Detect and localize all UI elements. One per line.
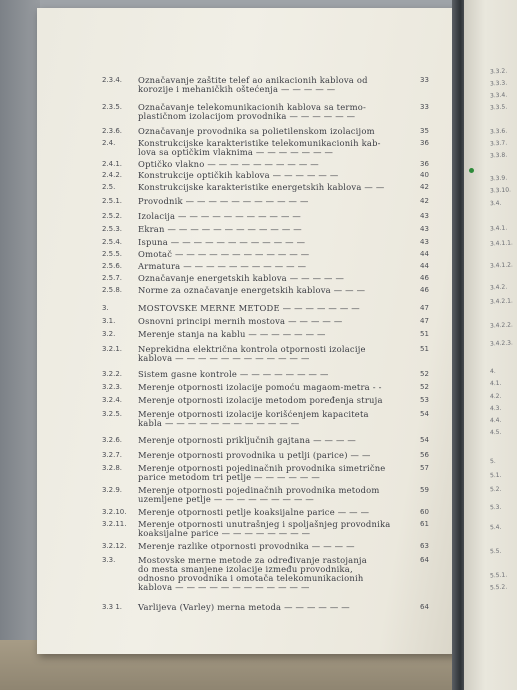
toc-entry: [0, 463, 432, 482]
facing-section-number: 5.1.: [489, 471, 502, 480]
section-number: 3.2.11.: [102, 520, 127, 528]
section-number: 2.4.1.: [102, 160, 123, 168]
page-number: 44: [420, 262, 429, 270]
section-title: Izolacija — — — — — — — — — — —: [138, 211, 302, 221]
page-number: 46: [420, 286, 429, 294]
section-title: MOSTOVSKE MERNE METODE — — — — — — —: [138, 303, 360, 313]
section-title: Merenje otpornosti pojedinačnih provodnika metodom uzemljene petlje — — — — — — — — —: [138, 485, 380, 504]
section-number: 3.2.12.: [102, 542, 127, 550]
section-number: 3.2.2.: [102, 370, 123, 378]
section-title: Označavanje provodnika sa polietilenskom izolacijom: [138, 126, 375, 136]
page-number: 61: [420, 520, 429, 528]
facing-section-number: 4.1.: [489, 379, 502, 388]
section-number: 2.5.8.: [102, 286, 123, 294]
page-number: 43: [420, 225, 429, 233]
section-title: Merenje otpornosti izolacije pomoću magaom-metra - -: [138, 382, 382, 392]
section-number: 2.3.4.: [102, 76, 123, 84]
section-number: 2.5.4.: [102, 238, 123, 246]
toc-entry: [0, 183, 432, 196]
facing-section-number: 5.5.2.: [489, 583, 508, 592]
page-number: 33: [420, 76, 429, 84]
section-number: 3.2.8.: [102, 464, 123, 472]
facing-section-number: 3.4.2.3.: [489, 339, 514, 348]
toc-entry: [0, 197, 432, 210]
toc-entry: [0, 102, 432, 121]
page-number: 51: [420, 345, 429, 353]
section-number: 3.: [102, 304, 109, 312]
section-number: 2.5.: [102, 183, 116, 191]
section-title: Označavanje energetskih kablova — — — — —: [138, 273, 345, 283]
section-title: Konstrukcijske karakteristike energetskih kablova — —: [138, 182, 385, 192]
facing-section-number: 4.2.: [489, 392, 502, 401]
toc-entry: [0, 542, 432, 555]
toc-entry: [0, 396, 432, 409]
toc-entry: [0, 75, 432, 94]
section-title: Merenje stanja na kablu — — — — — — —: [138, 329, 326, 339]
section-title: Merenje otpornosti izolacije metodom poređenja struja: [138, 395, 383, 405]
toc-entry: [0, 519, 432, 538]
section-title: Konstrukcijske karakteristike telekomunikacionih kab- lova sa optičkim vlaknima — — — — — — —: [138, 138, 381, 157]
page-number: 52: [420, 370, 429, 378]
facing-section-number: 3.3.5.: [489, 103, 508, 112]
section-number: 3.2.7.: [102, 451, 123, 459]
toc-entry: [0, 603, 432, 616]
green-dot-mark: [469, 168, 474, 173]
page-number: 42: [420, 183, 429, 191]
facing-section-number: 4.4.: [489, 416, 502, 425]
toc-entry: [0, 286, 432, 299]
facing-section-number: 3.3.10.: [489, 186, 512, 195]
section-title: Mostovske merne metode za određivanje rastojanja do mesta smanjene izolacije između provodnika, odnosno provodnika i omotača telekomunikacionih kablova — — — — — — — — — — — —: [138, 555, 367, 592]
section-title: Označavanje telekomunikacionih kablova sa termo- plastičnom izolacijom provodnika — — — — — —: [138, 102, 367, 121]
page-number: 51: [420, 330, 429, 338]
page-number: 43: [420, 238, 429, 246]
facing-section-number: 4.: [489, 367, 496, 376]
section-number: 3.2.5.: [102, 410, 123, 418]
section-number: 2.5.3.: [102, 225, 123, 233]
facing-section-number: 4.3.: [489, 404, 502, 413]
page-number: 43: [420, 212, 429, 220]
facing-section-number: 5.3.: [489, 503, 502, 512]
section-number: 2.3.5.: [102, 103, 123, 111]
toc-entry: [0, 344, 432, 363]
page-number: 35: [420, 127, 429, 135]
section-title: Konstrukcije optičkih kablova — — — — — —: [138, 170, 339, 180]
page-number: 54: [420, 410, 429, 418]
page-number: 60: [420, 508, 429, 516]
page-number: 33: [420, 103, 429, 111]
page-number: 64: [420, 603, 429, 611]
page-number: 44: [420, 250, 429, 258]
section-number: 2.4.: [102, 139, 116, 147]
page-number: 57: [420, 464, 429, 472]
facing-section-number: 3.3.2.: [489, 67, 508, 76]
section-title: Armatura — — — — — — — — — — —: [138, 261, 307, 271]
facing-section-number: 3.4.1.2.: [489, 261, 514, 270]
toc-entry: [0, 436, 432, 449]
toc-entry: [0, 330, 432, 343]
page-number: 47: [420, 317, 429, 325]
section-title: Varlijeva (Varley) merna metoda — — — — — —: [138, 602, 350, 612]
facing-section-number: 5.: [489, 457, 496, 466]
facing-section-number: 4.5.: [489, 428, 502, 437]
section-title: Omotač — — — — — — — — — — — —: [138, 249, 310, 259]
section-number: 3.2.: [102, 330, 116, 338]
section-title: Sistem gasne kontrole — — — — — — — —: [138, 369, 329, 379]
facing-section-number: 5.4.: [489, 523, 502, 532]
section-number: 2.5.5.: [102, 250, 123, 258]
facing-section-number: 3.4.: [489, 199, 502, 208]
section-title: Merenje otpornosti pojedinačnih provodnika simetrične parice metodom tri petlje — — — — — —: [138, 463, 386, 482]
toc-entry: [0, 409, 432, 428]
section-number: 2.5.6.: [102, 262, 123, 270]
toc-entry: [0, 485, 432, 504]
facing-section-number: 3.4.1.: [489, 224, 508, 233]
section-number: 3.3 1.: [102, 603, 123, 611]
section-title: Merenje otpornosti izolacije korišćenjem kapaciteta kabla — — — — — — — — — — — —: [138, 409, 369, 428]
toc-entry: [0, 138, 432, 157]
section-number: 2.5.1.: [102, 197, 123, 205]
facing-section-number: 5.5.1.: [489, 571, 508, 580]
page-number: 64: [420, 556, 429, 564]
page-number: 46: [420, 274, 429, 282]
section-title: Merenje razlike otpornosti provodnika — — — —: [138, 541, 355, 551]
page-number: 54: [420, 436, 429, 444]
section-title: Merenje otpornosti petlje koaksijalne parice — — —: [138, 507, 370, 517]
page-number: 53: [420, 396, 429, 404]
page-number: 36: [420, 160, 429, 168]
page-number: 63: [420, 542, 429, 550]
section-number: 2.5.7.: [102, 274, 123, 282]
facing-section-number: 3.3.4.: [489, 91, 508, 100]
section-title: Norme za označavanje energetskih kablova — — —: [138, 285, 366, 295]
section-title: Merenje otpornosti unutrašnjeg i spoljašnjeg provodnika koaksijalne parice — — — — — — — —: [138, 519, 391, 538]
section-title: Merenje otpornosti priključnih gajtana — — — —: [138, 435, 357, 445]
facing-section-number: 3.3.3.: [489, 79, 508, 88]
page-number: 36: [420, 139, 429, 147]
section-title: Merenje otpornosti provodnika u petlji (parice) — —: [138, 450, 371, 460]
section-number: 3.2.10.: [102, 508, 127, 516]
facing-section-number: 3.4.2.1.: [489, 297, 514, 306]
page-number: 52: [420, 383, 429, 391]
facing-section-number: 3.4.2.2.: [489, 321, 514, 330]
section-number: 3.2.3.: [102, 383, 123, 391]
section-title: Ekran — — — — — — — — — — — —: [138, 224, 302, 234]
page-number: 59: [420, 486, 429, 494]
facing-section-number: 3.3.8.: [489, 151, 508, 160]
section-number: 3.3.: [102, 556, 116, 564]
facing-section-number: 3.3.7.: [489, 139, 508, 148]
facing-section-number: 5.5.: [489, 547, 502, 556]
section-number: 3.2.1.: [102, 345, 123, 353]
section-title: Označavanje zaštite telef ao anikacionih kablova od korozije i mehaničkih oštećenja — — — — —: [138, 75, 368, 94]
section-number: 3.2.9.: [102, 486, 123, 494]
section-title: Osnovni principi mernih mostova — — — — —: [138, 316, 343, 326]
toc-entry: [0, 555, 432, 592]
page-number: 42: [420, 197, 429, 205]
section-title: Neprekidna električna kontrola otpornosti izolacije kablova — — — — — — — — — — — —: [138, 344, 366, 363]
facing-section-number: 3.4.2.: [489, 283, 508, 292]
section-number: 2.4.2.: [102, 171, 123, 179]
section-title: Provodnik — — — — — — — — — — —: [138, 196, 309, 206]
page-number: 47: [420, 304, 429, 312]
section-title: Optičko vlakno — — — — — — — — — —: [138, 159, 319, 169]
page-number: 56: [420, 451, 429, 459]
section-title: Ispuna — — — — — — — — — — — —: [138, 237, 306, 247]
section-number: 3.2.4.: [102, 396, 123, 404]
facing-section-number: 3.3.9.: [489, 174, 508, 183]
facing-section-number: 5.2.: [489, 485, 502, 494]
section-number: 3.2.6.: [102, 436, 123, 444]
section-number: 2.5.2.: [102, 212, 123, 220]
facing-section-number: 3.4.1.1.: [489, 239, 514, 248]
section-number: 3.1.: [102, 317, 116, 325]
page-number: 40: [420, 171, 429, 179]
facing-section-number: 3.3.6.: [489, 127, 508, 136]
section-number: 2.3.6.: [102, 127, 123, 135]
